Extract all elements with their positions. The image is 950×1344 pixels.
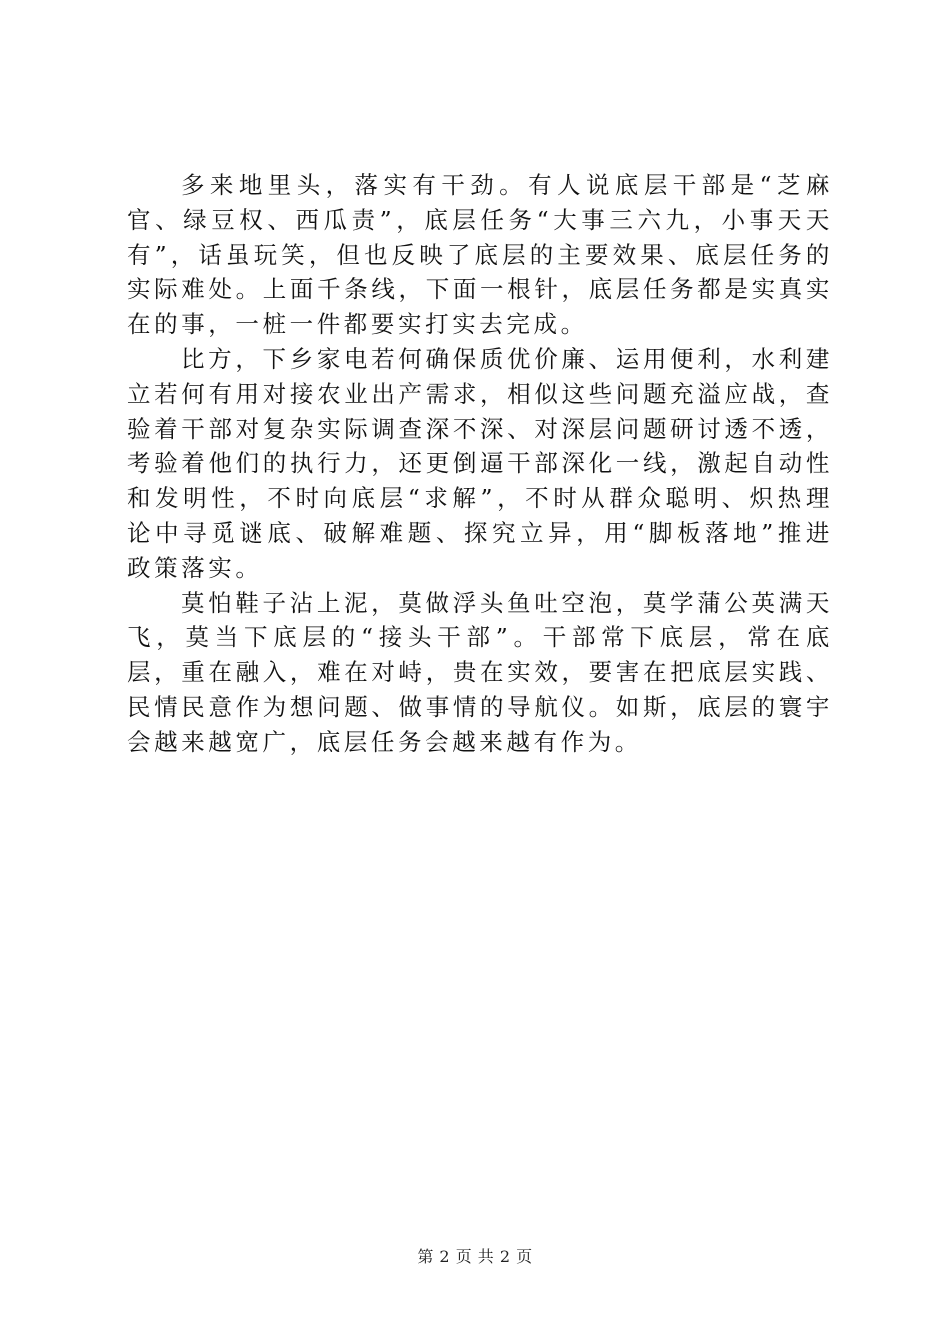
document-body xyxy=(127,168,833,760)
page-number-footer: 第 2 页 共 2 页 xyxy=(417,1247,533,1266)
paragraph-1: 多来地里头，落实有干劲。有人说底层干部是“芝麻官、绿豆权、西瓜责”，底层任务“大事三六九，小事天天有”，话虽玩笑，但也反映了底层的主要效果、底层任务的实际难处。上面千条线，下面一根针，底层任务都是实真实在的事，一桩一件都要实打实去完成。 xyxy=(127,171,833,339)
paragraph-3: 莫怕鞋子沾上泥，莫做浮头鱼吐空泡，莫学蒲公英满天飞，莫当下底层的“接头干部”。干部常下底层，常在底层，重在融入，难在对峙，贵在实效，要害在把底层实践、民情民意作为想问题、做事情的导航仪。如斯，底层的寰宇会越来越宽广，底层任务会越来越有作为。 xyxy=(127,588,833,756)
paragraph-2: 比方，下乡家电若何确保质优价廉、运用便利，水利建立若何有用对接农业出产需求，相似这些问题充溢应战，查验着干部对复杂实际调查深不深、对深层问题研讨透不透，考验着他们的执行力，还更倒逼干部深化一线，激起自动性和发明性，不时向底层“求解”，不时从群众聪明、炽热理论中寻觅谜底、破解难题、探究立异，用“脚板落地”推进政策落实。 xyxy=(127,344,833,582)
